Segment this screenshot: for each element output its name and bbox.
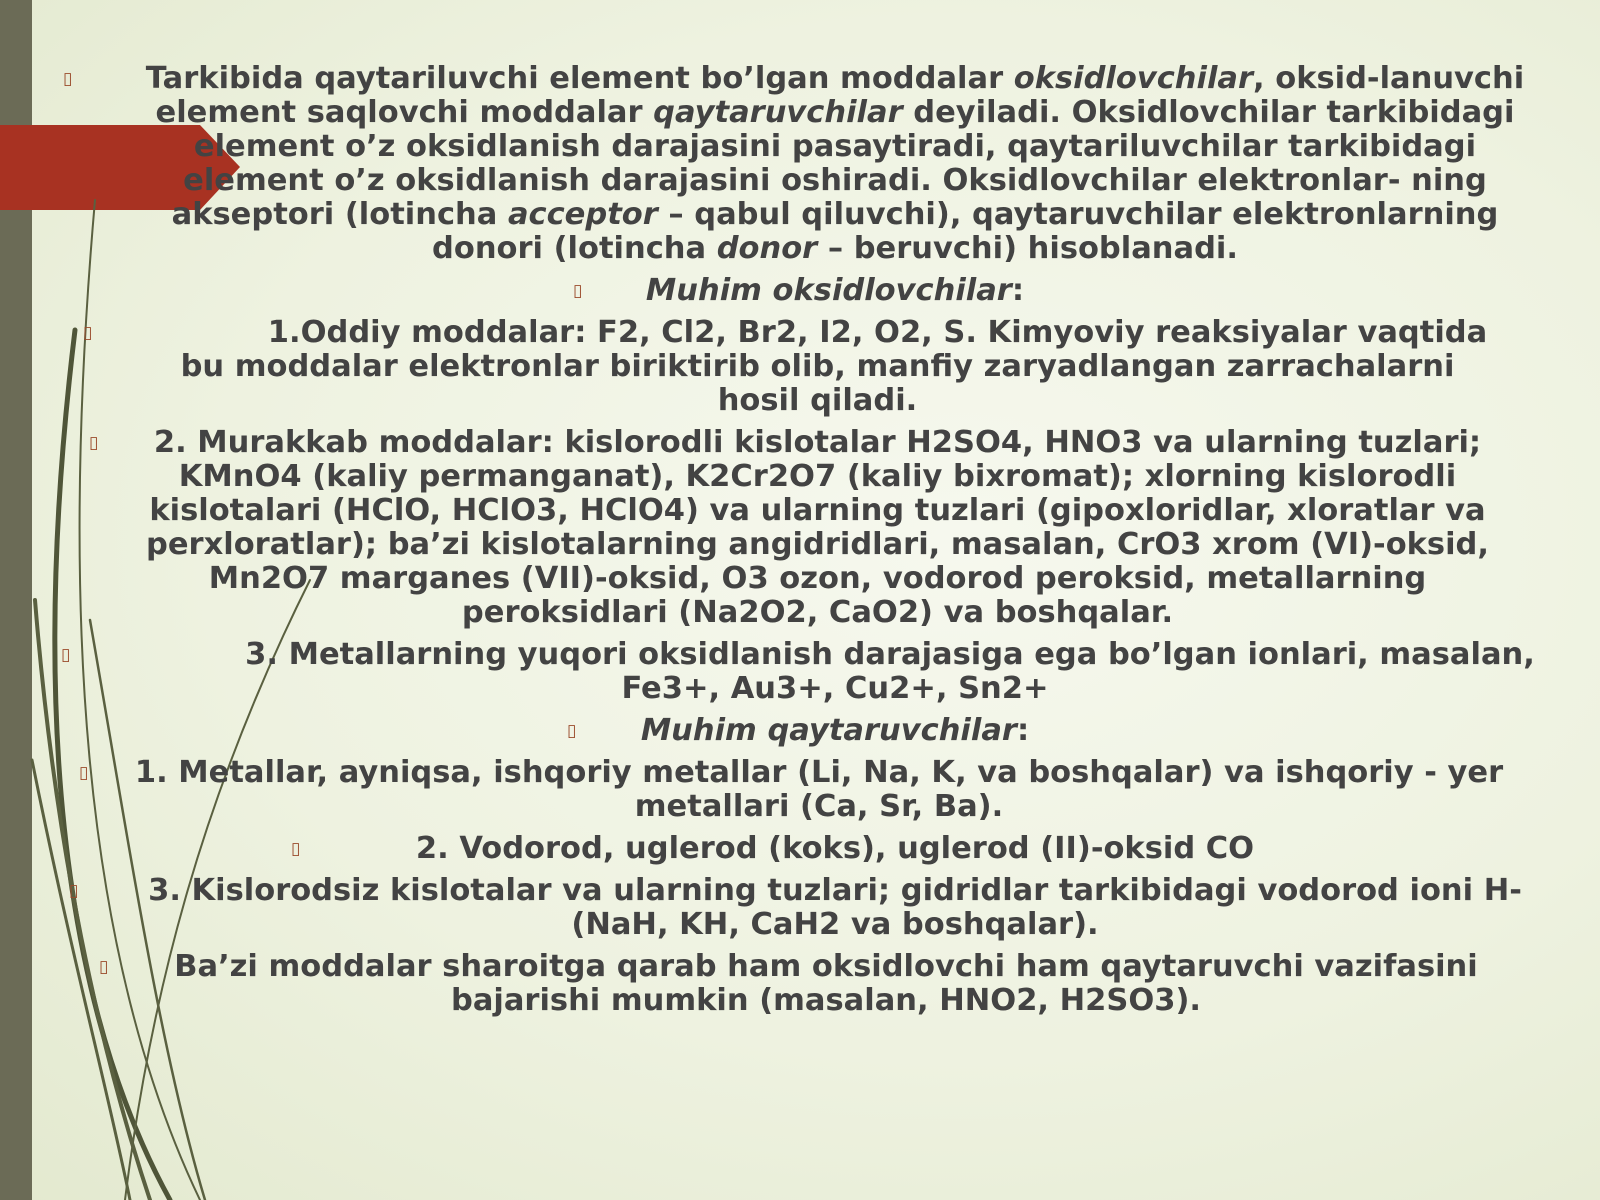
- paragraph-text: [135, 426, 1500, 630]
- text-segment: – beruvchi) hisoblanadi.: [817, 231, 1238, 266]
- bullet-icon: ▯: [63, 69, 73, 89]
- paragraph-text: [115, 638, 1555, 706]
- bullet-icon: ▯: [83, 323, 93, 343]
- text-segment: , oksid-lanuvchi element saqlovchi moddalar: [155, 61, 1525, 130]
- paragraph-1: [55, 62, 1555, 266]
- paragraph-10: [55, 950, 1555, 1018]
- paragraph-text: [123, 714, 1547, 748]
- paragraph-9: [55, 874, 1555, 942]
- paragraph-text: [123, 874, 1547, 942]
- bullet-icon: ▯: [69, 881, 79, 901]
- italic-term: acceptor: [507, 197, 658, 232]
- paragraph-3: [55, 316, 1555, 418]
- text-segment: 1.Oddiy moddalar: F2, Cl2, Br2, I2, O2, S. Kimyoviy reaksiyalar vaqtida bu moddalar elektronlar biriktirib olib, manfiy zaryadlangan zarrachalarni hosil qiladi.: [180, 315, 1488, 418]
- paragraph-6: [55, 714, 1555, 748]
- paragraph-8: [55, 832, 1555, 866]
- italic-term: Muhim oksidlovchilar: [645, 273, 1012, 308]
- text-segment: :: [1011, 273, 1025, 308]
- paragraph-7: [55, 756, 1555, 824]
- text-segment: 3. Kislorodsiz kislotalar va ularning tuzlari; gidridlar tarkibidagi vodorod ioni H- (NaH, KH, CaH2 va boshqalar).: [148, 873, 1522, 942]
- slide-body: [55, 62, 1555, 1026]
- text-segment: 2. Vodorod, uglerod (koks), uglerod (II)-oksid CO: [415, 831, 1255, 866]
- italic-term: qaytaruvchilar: [653, 95, 903, 130]
- italic-term: donor: [716, 231, 818, 266]
- bullet-icon: ▯: [79, 763, 89, 783]
- text-segment: :: [1016, 713, 1030, 748]
- text-segment: 3. Metallarning yuqori oksidlanish darajasiga ega bo’lgan ionlari, masalan, Fe3+, Au3+, Cu2+, Sn2+: [245, 637, 1535, 706]
- bullet-icon: ▯: [567, 721, 577, 741]
- paragraph-text: [133, 756, 1505, 824]
- text-segment: deyiladi. Oksidlovchilar tarkibidagi element o’z oksidlanish darajasini pasaytiradi, qaytariluvchilar tarkibidagi element o’z oksidlanish darajasini oshiradi. Oksidlovchilar elektronlar- ning akseptori (lotincha: [171, 95, 1515, 232]
- paragraph-4: [55, 426, 1555, 630]
- italic-term: oksidlovchilar: [1013, 61, 1254, 96]
- text-segment: 2. Murakkab moddalar: kislorodli kislotalar H2SO4, HNO3 va ularning tuzlari; KMnO4 (kaliy permanganat), K2Cr2O7 (kaliy bixromat); xlorning kislorodli kislotalari (HClO, HClO3, HClO4) va ularning tuzlari (gipoxloridlar, xloratlar va perxloratlar); ba’zi kislotalarning angidridlari, masalan, CrO3 xrom (VI)-oksid, Mn2O7 marganes (VII)-oksid, O3 ozon, vodorod peroksid, metallarning peroksidlari (Na2O2, CaO2) va boshqalar.: [146, 425, 1489, 630]
- italic-term: Muhim qaytaruvchilar: [640, 713, 1017, 748]
- paragraph-text: [123, 832, 1547, 866]
- paragraph-5: [55, 638, 1555, 706]
- text-segment: Ba’zi moddalar sharoitga qarab ham oksidlovchi ham qaytaruvchi vazifasini bajarishi mumkin (masalan, HNO2, H2SO3).: [174, 949, 1478, 1018]
- bullet-icon: ▯: [99, 957, 109, 977]
- paragraph-text: [135, 316, 1500, 418]
- bullet-icon: ▯: [291, 839, 301, 859]
- bullet-icon: ▯: [89, 433, 99, 453]
- text-segment: Tarkibida qaytariluvchi element bo’lgan moddalar: [145, 61, 1014, 96]
- paragraph-text: [123, 274, 1547, 308]
- paragraph-2: [55, 274, 1555, 308]
- paragraph-text: [147, 950, 1505, 1018]
- text-segment: – qabul qiluvchi), qaytaruvchilar elektronlarning donori (lotincha: [432, 197, 1499, 266]
- text-segment: 1. Metallar, ayniqsa, ishqoriy metallar (Li, Na, K, va boshqalar) va ishqoriy - yer metallari (Ca, Sr, Ba).: [134, 755, 1504, 824]
- paragraph-text: [123, 62, 1547, 266]
- bullet-icon: ▯: [61, 645, 71, 665]
- bullet-icon: ▯: [573, 281, 583, 301]
